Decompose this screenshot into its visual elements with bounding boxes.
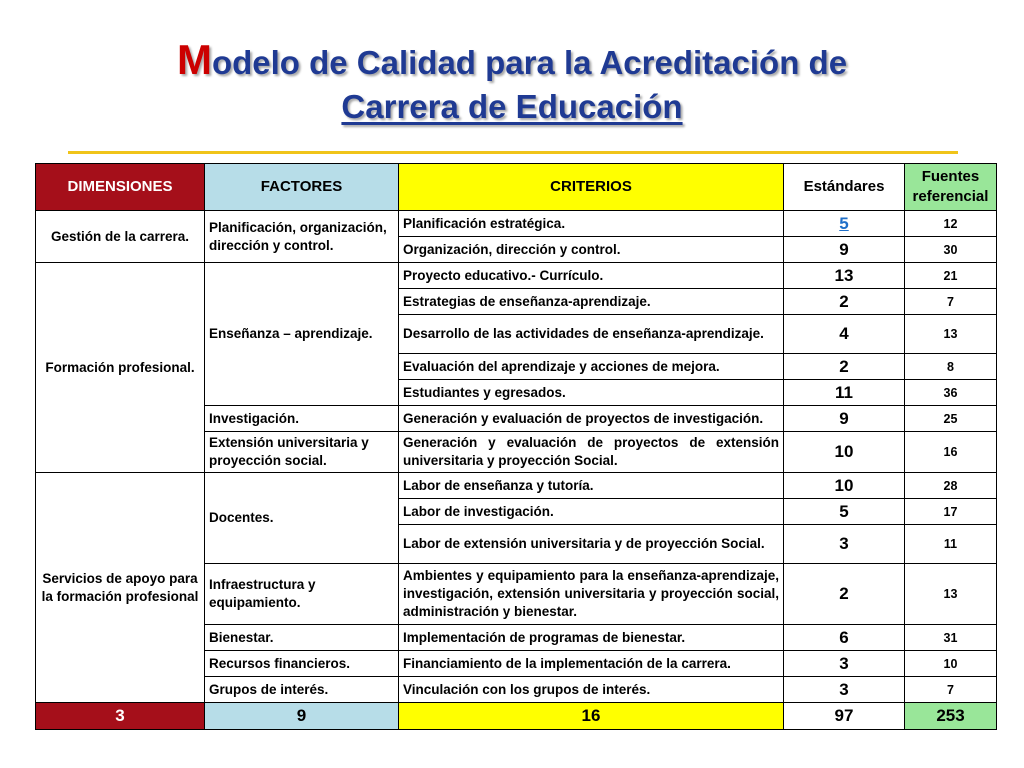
fuentes-cell: 16 bbox=[905, 432, 997, 473]
fuentes-cell: 36 bbox=[905, 380, 997, 406]
estandares-cell: 3 bbox=[784, 677, 905, 703]
estandares-cell: 13 bbox=[784, 263, 905, 289]
page-title bbox=[0, 38, 1024, 129]
total-criterios: 16 bbox=[399, 703, 784, 730]
dimension-cell: Servicios de apoyo para la formación profesional bbox=[36, 473, 205, 703]
title-divider bbox=[68, 151, 958, 154]
criterio-cell: Ambientes y equipamiento para la enseñanza-aprendizaje, investigación, extensión universitaria y proyección social, administración y bienestar. bbox=[399, 564, 784, 625]
criterio-cell: Planificación estratégica. bbox=[399, 211, 784, 237]
factor-cell: Docentes. bbox=[205, 473, 399, 564]
fuentes-cell: 28 bbox=[905, 473, 997, 499]
fuentes-cell: 21 bbox=[905, 263, 997, 289]
criterio-cell: Generación y evaluación de proyectos de investigación. bbox=[399, 406, 784, 432]
dimension-cell: Formación profesional. bbox=[36, 263, 205, 473]
criterio-cell: Labor de extensión universitaria y de proyección Social. bbox=[399, 525, 784, 564]
criterio-cell: Vinculación con los grupos de interés. bbox=[399, 677, 784, 703]
estandares-cell: 10 bbox=[784, 432, 905, 473]
fuentes-cell: 12 bbox=[905, 211, 997, 237]
factor-cell: Recursos financieros. bbox=[205, 651, 399, 677]
totals-row bbox=[36, 703, 997, 730]
table-row bbox=[36, 211, 997, 237]
header-fuentes: Fuentes referencial bbox=[905, 164, 997, 211]
header-dimensiones: DIMENSIONES bbox=[36, 164, 205, 211]
factor-cell: Enseñanza – aprendizaje. bbox=[205, 263, 399, 406]
total-factores: 9 bbox=[205, 703, 399, 730]
criterio-cell: Estudiantes y egresados. bbox=[399, 380, 784, 406]
table-header-row bbox=[36, 164, 997, 211]
accreditation-table bbox=[35, 163, 997, 730]
criterio-cell: Labor de investigación. bbox=[399, 499, 784, 525]
estandares-cell: 2 bbox=[784, 289, 905, 315]
fuentes-cell: 25 bbox=[905, 406, 997, 432]
dimension-cell: Gestión de la carrera. bbox=[36, 211, 205, 263]
title-line-1-rest: odelo de Calidad para la Acreditación de bbox=[211, 44, 848, 81]
fuentes-cell: 11 bbox=[905, 525, 997, 564]
fuentes-cell: 10 bbox=[905, 651, 997, 677]
fuentes-cell: 7 bbox=[905, 289, 997, 315]
factor-cell: Investigación. bbox=[205, 406, 399, 432]
estandares-cell: 3 bbox=[784, 525, 905, 564]
estandares-cell: 11 bbox=[784, 380, 905, 406]
factor-cell: Extensión universitaria y proyección social. bbox=[205, 432, 399, 473]
table-row bbox=[36, 473, 997, 499]
criterio-cell: Labor de enseñanza y tutoría. bbox=[399, 473, 784, 499]
criterio-cell: Implementación de programas de bienestar. bbox=[399, 625, 784, 651]
estandares-cell: 2 bbox=[784, 564, 905, 625]
fuentes-cell: 17 bbox=[905, 499, 997, 525]
criterio-cell: Evaluación del aprendizaje y acciones de mejora. bbox=[399, 354, 784, 380]
estandares-cell: 9 bbox=[784, 237, 905, 263]
total-fuentes: 253 bbox=[905, 703, 997, 730]
estandares-link[interactable]: 5 bbox=[784, 211, 905, 237]
criterio-cell: Organización, dirección y control. bbox=[399, 237, 784, 263]
estandares-cell: 10 bbox=[784, 473, 905, 499]
header-estandares: Estándares bbox=[784, 164, 905, 211]
estandares-cell: 4 bbox=[784, 315, 905, 354]
estandares-cell: 6 bbox=[784, 625, 905, 651]
title-line-2: Carrera de Educación bbox=[341, 88, 683, 125]
estandares-cell: 5 bbox=[784, 499, 905, 525]
estandares-cell: 3 bbox=[784, 651, 905, 677]
factor-cell: Grupos de interés. bbox=[205, 677, 399, 703]
estandares-cell: 2 bbox=[784, 354, 905, 380]
fuentes-cell: 13 bbox=[905, 564, 997, 625]
criterio-cell: Estrategias de enseñanza-aprendizaje. bbox=[399, 289, 784, 315]
criterio-cell: Financiamiento de la implementación de la carrera. bbox=[399, 651, 784, 677]
total-dimensiones: 3 bbox=[36, 703, 205, 730]
estandares-cell: 9 bbox=[784, 406, 905, 432]
total-estandares: 97 bbox=[784, 703, 905, 730]
factor-cell: Infraestructura y equipamiento. bbox=[205, 564, 399, 625]
header-factores: FACTORES bbox=[205, 164, 399, 211]
fuentes-cell: 7 bbox=[905, 677, 997, 703]
fuentes-cell: 30 bbox=[905, 237, 997, 263]
fuentes-cell: 8 bbox=[905, 354, 997, 380]
title-line-1 bbox=[0, 38, 1024, 85]
fuentes-cell: 31 bbox=[905, 625, 997, 651]
header-criterios: CRITERIOS bbox=[399, 164, 784, 211]
factor-cell: Planificación, organización, dirección y control. bbox=[205, 211, 399, 263]
table-row bbox=[36, 263, 997, 289]
title-first-letter: M bbox=[176, 36, 212, 83]
factor-cell: Bienestar. bbox=[205, 625, 399, 651]
criterio-cell: Proyecto educativo.- Currículo. bbox=[399, 263, 784, 289]
criterio-cell: Desarrollo de las actividades de enseñanza-aprendizaje. bbox=[399, 315, 784, 354]
fuentes-cell: 13 bbox=[905, 315, 997, 354]
criterio-cell: Generación y evaluación de proyectos de extensión universitaria y proyección Social. bbox=[399, 432, 784, 473]
